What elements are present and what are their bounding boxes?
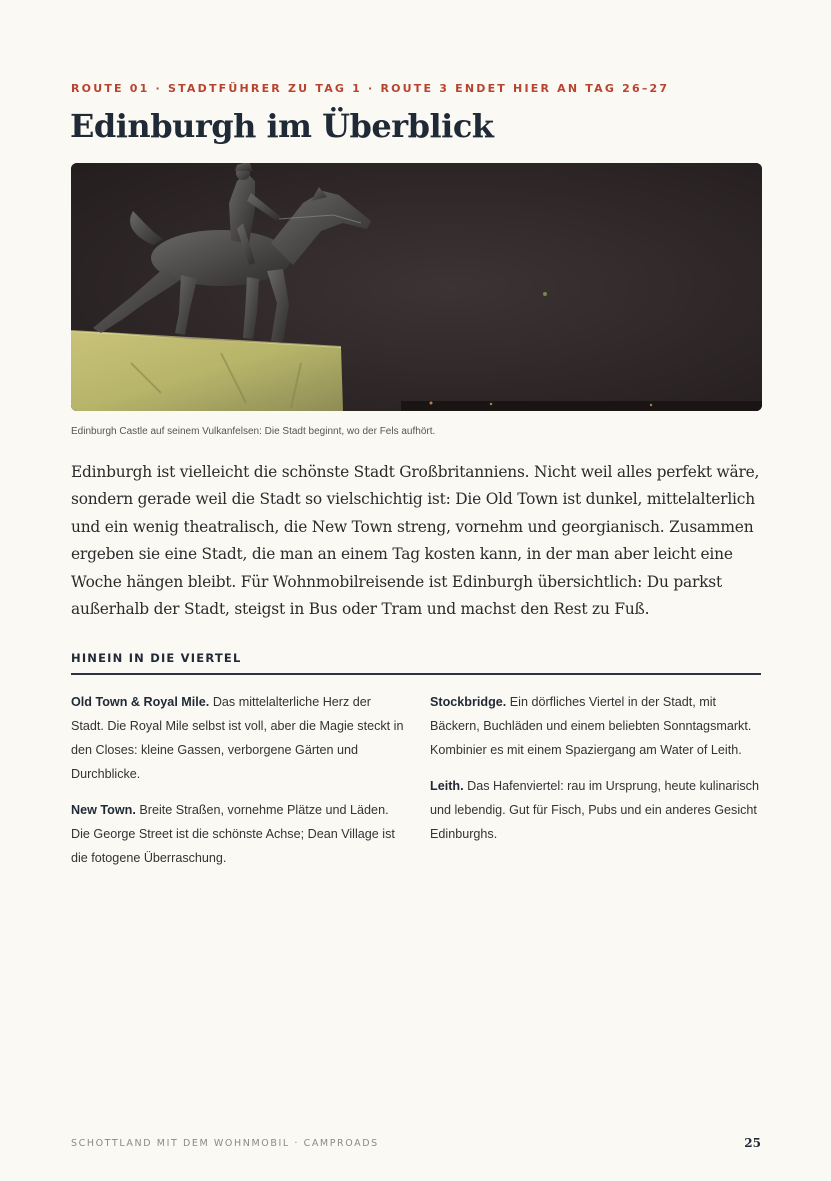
quarter-description: Breite Straßen, vornehme Plätze und Läden. Die George Street ist die schönste Achse; Dean Village ist die fotogene Überraschung. [71,803,395,865]
quarters-column-right [430,690,765,858]
quarter-entry-new-town [71,798,406,870]
quarter-name: New Town. [71,803,136,817]
quarter-description: Das Hafenviertel: rau im Ursprung, heute kulinarisch und lebendig. Gut für Fisch, Pubs und ein anderes Gesicht Edinburghs. [430,779,759,841]
section-divider [71,673,761,675]
quarters-column-left [71,690,406,882]
quarter-description: Ein dörfliches Viertel in der Stadt, mit Bäckern, Buchläden und einem beliebten Sonntagsmarkt. Kombinier es mit einem Spaziergang am Water of Leith. [430,695,752,757]
quarter-entry-stockbridge [430,690,765,762]
quarter-entry-old-town [71,690,406,786]
quarter-description: Das mittelalterliche Herz der Stadt. Die Royal Mile selbst ist voll, aber die Magie steckt in den Closes: kleine Gassen, verborgene Gärten und Durchblicke. [71,695,404,781]
equestrian-statue-photo [71,163,762,411]
photo-caption: Edinburgh Castle auf seinem Vulkanfelsen: Die Stadt beginnt, wo der Fels aufhört. [71,426,436,437]
route-kicker: ROUTE 01 · STADTFÜHRER ZU TAG 1 · ROUTE 3 ENDET HIER AN TAG 26–27 [71,82,670,95]
page-title: Edinburgh im Überblick [70,107,494,145]
quarter-name: Old Town & Royal Mile. [71,695,210,709]
section-heading: HINEIN IN DIE VIERTEL [71,651,242,665]
quarter-name: Leith. [430,779,464,793]
intro-paragraph: Edinburgh ist vielleicht die schönste Stadt Großbritanniens. Nicht weil alles perfekt wäre, sondern gerade weil die Stadt so vielschichtig ist: Die Old Town ist dunkel, mittelalterlich und ein wenig theatralisch, die New Town streng, vornehm und georgianisch. Zusammen ergeben sie eine Stadt, die man an einem Tag kosten kann, in der man aber leicht eine Woche hängen bleibt. Für Wohnmobilreisende ist Edinburgh übersichtlich: Du parkst außerhalb der Stadt, steigst in Bus oder Tram und machst den Rest zu Fuß. [71,463,760,619]
quarter-name: Stockbridge. [430,695,507,709]
footer-publication: SCHOTTLAND MIT DEM WOHNMOBIL · CAMPROADS [71,1138,379,1149]
quarter-entry-leith [430,774,765,846]
page-number: 25 [744,1136,761,1150]
